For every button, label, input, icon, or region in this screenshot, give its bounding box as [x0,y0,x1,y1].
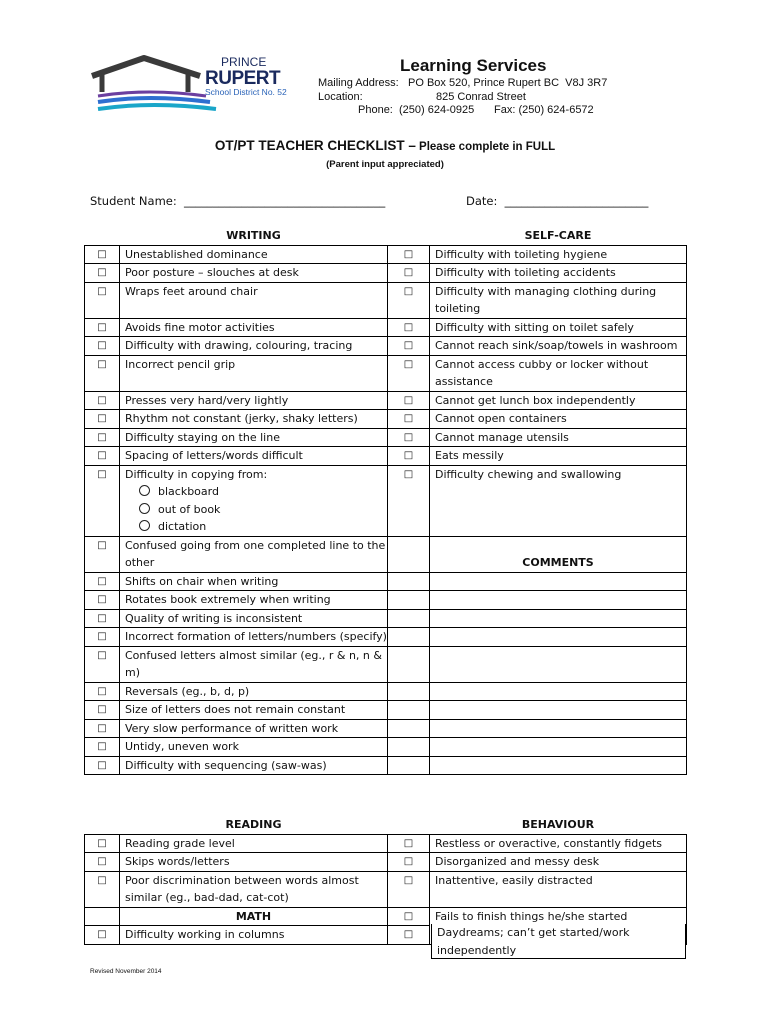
checkbox[interactable]: □ [85,410,120,429]
writing-item: Rhythm not constant (jerky, shaky letters) [120,410,388,429]
comment-line[interactable] [430,572,687,591]
checkbox[interactable]: □ [85,719,120,738]
writing-item: Very slow performance of written work [120,719,388,738]
table-row [85,646,687,682]
location-value: 825 Conrad Street [436,91,526,103]
comment-cell[interactable] [388,701,430,720]
behaviour-item: Disorganized and messy desk [430,853,687,872]
checkbox[interactable]: □ [85,391,120,410]
comments-spacer [388,536,430,572]
math-item: Difficulty working in columns [120,926,388,945]
checkbox[interactable]: □ [388,391,430,410]
checkbox[interactable]: □ [85,572,120,591]
copy-option-blackboard[interactable] [139,483,219,501]
table-row [85,264,687,283]
copying-label: Difficulty in copying from: [125,467,268,481]
table-row [85,410,687,429]
form-title-instruction: Please complete in FULL [415,141,556,153]
checkbox[interactable]: □ [388,871,430,907]
selfcare-item: Difficulty with sitting on toilet safely [430,318,687,337]
table-row [85,907,687,926]
checkbox[interactable]: □ [85,628,120,647]
location-label: Location: [318,91,363,103]
checkbox[interactable]: □ [388,465,430,536]
mailing-address-value: PO Box 520, Prince Rupert BC V8J 3R7 [408,77,608,89]
checkbox[interactable]: □ [85,465,120,536]
checkbox[interactable]: □ [85,738,120,757]
behaviour-heading: BEHAVIOUR [521,818,595,831]
table-row [85,719,687,738]
svg-text:RUPERT: RUPERT [205,68,281,89]
writing-item: Confused going from one completed line to the other [120,536,388,572]
checkbox[interactable]: □ [388,447,430,466]
student-name-field[interactable]: Student Name: ___________________________________ [90,194,386,208]
checkbox[interactable]: □ [85,282,120,318]
radio-icon[interactable] [139,520,150,531]
table-row [85,591,687,610]
checkbox[interactable]: □ [85,834,120,853]
comment-line[interactable] [430,756,687,775]
comment-cell[interactable] [388,628,430,647]
writing-item: Confused letters almost similar (eg., r & n, n & m) [120,646,388,682]
comment-cell[interactable] [388,682,430,701]
comment-line[interactable] [430,682,687,701]
checkbox[interactable]: □ [85,756,120,775]
table-row [85,428,687,447]
selfcare-item: Cannot get lunch box independently [430,391,687,410]
radio-icon[interactable] [139,503,150,514]
reading-heading: READING [225,818,282,831]
comments-heading: COMMENTS [430,536,687,572]
comment-line[interactable] [430,738,687,757]
math-heading: MATH [120,907,388,926]
checkbox[interactable]: □ [388,355,430,391]
comment-cell[interactable] [388,646,430,682]
checkbox[interactable]: □ [388,337,430,356]
school-district-logo [88,52,298,116]
selfcare-item: Cannot access cubby or locker without assistance [430,355,687,391]
comment-line[interactable] [430,701,687,720]
writing-item: Quality of writing is inconsistent [120,609,388,628]
writing-item: Difficulty staying on the line [120,428,388,447]
reading-item: Reading grade level [120,834,388,853]
checkbox[interactable]: □ [388,410,430,429]
table-row [85,447,687,466]
table-row [85,682,687,701]
checkbox[interactable]: □ [85,926,120,945]
checkbox[interactable]: □ [85,355,120,391]
writing-item: Untidy, uneven work [120,738,388,757]
table-row [85,355,687,391]
checkbox[interactable]: □ [85,646,120,682]
checkbox[interactable]: □ [388,282,430,318]
copy-option-label: out of book [158,502,221,516]
mailing-address-label: Mailing Address: [318,77,399,89]
copy-option-label: dictation [158,520,207,533]
checkbox[interactable]: □ [388,264,430,283]
table-row [85,282,687,318]
blank-cell [85,907,120,926]
table-row [85,834,687,853]
selfcare-item: Cannot open containers [430,410,687,429]
checkbox[interactable]: □ [85,701,120,720]
svg-text:PRINCE: PRINCE [221,55,267,69]
comment-line[interactable] [430,591,687,610]
copy-option-book[interactable] [139,501,220,519]
writing-item: Avoids fine motor activities [120,318,388,337]
comment-cell[interactable] [388,572,430,591]
copy-option-dictation[interactable] [139,518,206,536]
selfcare-item: Cannot reach sink/soap/towels in washroom [430,337,687,356]
table-row [85,465,687,536]
checkbox[interactable]: □ [85,245,120,264]
table-row [85,756,687,775]
checkbox[interactable]: □ [388,907,430,926]
writing-item: Difficulty with sequencing (saw-was) [120,756,388,775]
selfcare-item: Difficulty with managing clothing during toileting [430,282,687,318]
writing-item: Wraps feet around chair [120,282,388,318]
comment-cell[interactable] [388,719,430,738]
checkbox[interactable]: □ [85,318,120,337]
checkbox[interactable]: □ [388,834,430,853]
fax-number: Fax: (250) 624-6572 [494,104,594,116]
checkbox[interactable]: □ [85,871,120,907]
revision-note: Revised November 2014 [90,968,162,975]
form-title-main: OT/PT TEACHER CHECKLIST – [214,138,416,153]
writing-item: Incorrect pencil grip [120,355,388,391]
selfcare-item: Cannot manage utensils [430,428,687,447]
table-row [85,738,687,757]
writing-item: Incorrect formation of letters/numbers (specify) [120,628,388,647]
table-row [85,609,687,628]
writing-item: Reversals (eg., b, d, p) [120,682,388,701]
behaviour-item: Daydreams; can’t get started/work independently [431,924,686,959]
checkbox[interactable]: □ [85,337,120,356]
writing-item: Unestablished dominance [120,245,388,264]
table-row [85,245,687,264]
behaviour-item: Inattentive, easily distracted [430,871,687,907]
writing-item [120,465,388,536]
selfcare-item: Eats messily [430,447,687,466]
selfcare-heading: SELF-CARE [524,229,592,242]
radio-icon[interactable] [139,485,150,496]
writing-selfcare-table [84,227,687,775]
comment-cell[interactable] [388,591,430,610]
table-row [85,536,687,572]
table-row [85,871,687,907]
checkbox[interactable]: □ [85,264,120,283]
checkbox[interactable]: □ [85,591,120,610]
reading-item: Poor discrimination between words almost similar (eg., bad-dad, cat-cot) [120,871,388,907]
checkbox[interactable]: □ [85,609,120,628]
writing-heading: WRITING [226,229,281,242]
date-field[interactable]: Date: _________________________ [466,194,649,208]
checkbox[interactable]: □ [85,682,120,701]
comment-cell[interactable] [388,738,430,757]
selfcare-item: Difficulty with toileting accidents [430,264,687,283]
table-row [85,337,687,356]
writing-item: Difficulty with drawing, colouring, tracing [120,337,388,356]
checkbox[interactable]: □ [388,245,430,264]
checkbox[interactable]: □ [388,318,430,337]
selfcare-item: Difficulty chewing and swallowing [430,465,687,536]
checkbox[interactable]: □ [85,447,120,466]
comment-cell[interactable] [388,609,430,628]
checkbox[interactable]: □ [388,428,430,447]
behaviour-item-text: Fails to finish things he/she started [435,909,628,923]
writing-item: Presses very hard/very lightly [120,391,388,410]
checkbox[interactable]: □ [85,428,120,447]
checkbox[interactable]: □ [85,536,120,572]
table-row [85,391,687,410]
comment-line[interactable] [430,646,687,682]
parent-input-note: (Parent input appreciated) [326,159,444,170]
phone-number: Phone: (250) 624-0925 [358,104,475,116]
behaviour-item: Restless or overactive, constantly fidgets [430,834,687,853]
table-row [85,572,687,591]
table-row [85,318,687,337]
writing-item: Rotates book extremely when writing [120,591,388,610]
comment-line[interactable] [430,609,687,628]
writing-item: Size of letters does not remain constant [120,701,388,720]
checkbox[interactable]: □ [85,853,120,872]
table-row [85,853,687,872]
form-title [0,138,770,153]
writing-item: Shifts on chair when writing [120,572,388,591]
reading-item: Skips words/letters [120,853,388,872]
checkbox[interactable]: □ [388,853,430,872]
checkbox[interactable]: □ [388,926,430,945]
comment-cell[interactable] [388,756,430,775]
writing-item: Spacing of letters/words difficult [120,447,388,466]
comment-line[interactable] [430,719,687,738]
selfcare-item: Difficulty with toileting hygiene [430,245,687,264]
table-row [85,701,687,720]
comment-line[interactable] [430,628,687,647]
org-title: Learning Services [400,56,547,75]
writing-item: Poor posture – slouches at desk [120,264,388,283]
copy-option-label: blackboard [158,485,219,498]
svg-text:School District No. 52: School District No. 52 [205,87,287,97]
table-row [85,628,687,647]
